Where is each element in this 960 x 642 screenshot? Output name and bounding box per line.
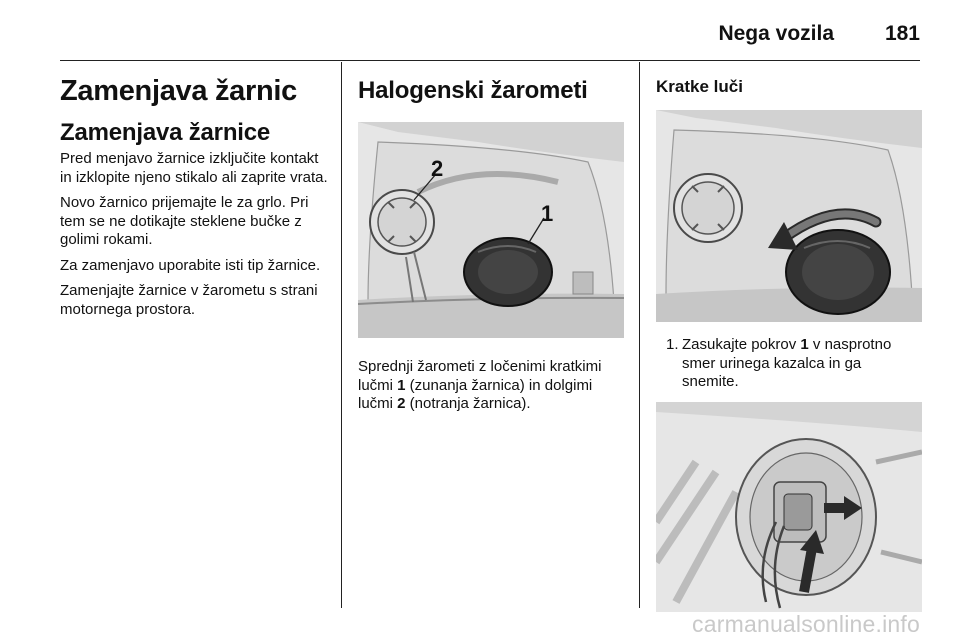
paragraph-2: Novo žarnico prijemajte le za grlo. Pri tem se ne dotikajte steklene bučke z golimi rokami. xyxy=(60,194,309,248)
caption-part-2: (zunanja žarnica) in dolgimi lučmi xyxy=(358,376,593,412)
headlight-drawing xyxy=(358,122,624,338)
instruction-steps xyxy=(656,336,922,392)
bulb-removal-drawing xyxy=(656,402,922,612)
header-rule xyxy=(60,60,920,61)
column-2 xyxy=(358,62,624,610)
column-divider-1 xyxy=(341,62,342,608)
paragraph-3: Za zamenjavo uporabite isti tip žarnice. xyxy=(60,256,321,274)
watermark: carmanualsonline.info xyxy=(692,611,920,637)
caption-number-1: 1 xyxy=(397,376,406,394)
subsection-title: Zamenjava žarnice xyxy=(60,119,271,146)
instruction-step xyxy=(656,336,922,392)
column-1 xyxy=(60,62,332,610)
step-number: 1. xyxy=(666,336,679,353)
step-part-number: 1 xyxy=(800,336,809,353)
halogen-headlights-title: Halogenski žarometi xyxy=(358,77,588,104)
bulb-removal-illustration xyxy=(656,402,922,612)
header-chapter-title: Nega vozila xyxy=(718,22,834,45)
low-beam-title: Kratke luči xyxy=(656,77,743,96)
callout-number-1: 1 xyxy=(541,201,554,226)
paragraph-1: Pred menjavo žarnice izključite kontakt in izklopite njeno stikalo ali zaprite vrata. xyxy=(60,150,328,186)
paragraph-4: Zamenjajte žarnice v žarometu s strani motornega prostora. xyxy=(60,282,318,318)
step-text-part-2: v nasprotno smer urinega kazalca in ga snemite. xyxy=(682,336,892,390)
figure-caption xyxy=(358,358,624,414)
caption-part-3: (notranja žarnica). xyxy=(405,395,531,412)
callout-number-2: 2 xyxy=(431,156,444,181)
page-header xyxy=(60,14,920,54)
cover-rotation-drawing xyxy=(656,110,922,322)
step-text-part-1: Zasukajte pokrov xyxy=(682,336,801,353)
section-title: Zamenjava žarnic xyxy=(60,75,297,107)
column-3 xyxy=(656,62,922,610)
headlight-illustration xyxy=(358,122,624,338)
caption-part-1: Sprednji žarometi z ločenimi kratkimi lučmi xyxy=(358,358,602,394)
caption-number-2: 2 xyxy=(397,395,406,412)
cover-rotation-illustration xyxy=(656,110,922,322)
column-divider-2 xyxy=(639,62,640,608)
page-number: 181 xyxy=(884,22,920,45)
